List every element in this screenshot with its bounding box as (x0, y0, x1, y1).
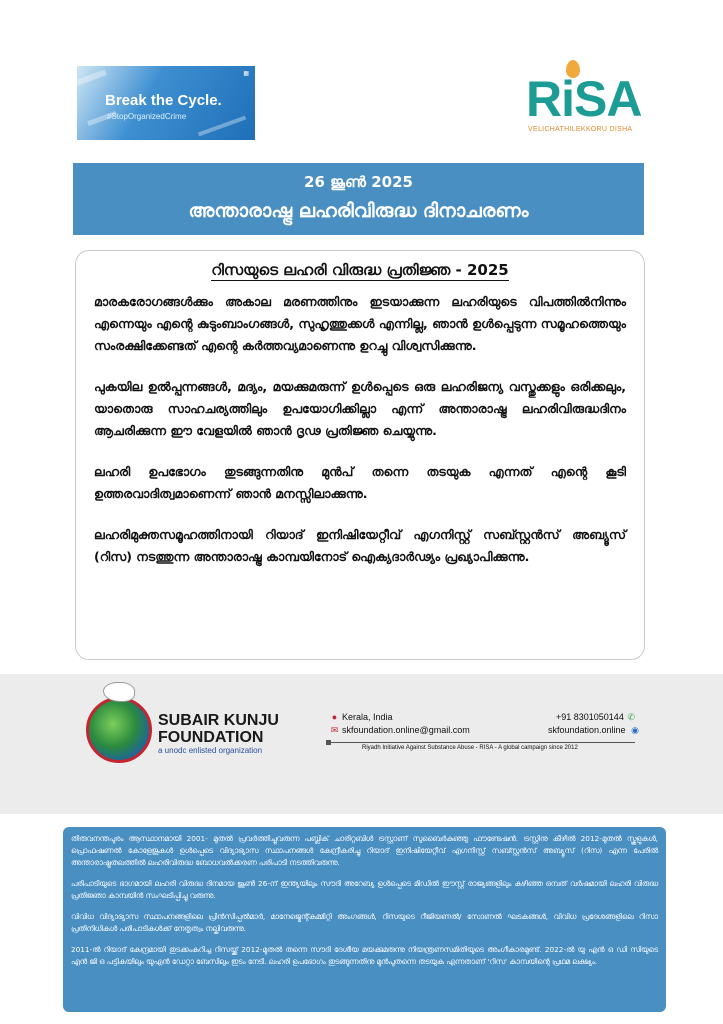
email-contact[interactable] (330, 725, 470, 736)
foundation-tagline: a unodc enlisted organization (158, 746, 263, 755)
location-contact (330, 712, 393, 722)
pledge-paragraph: ലഹരിമുക്തസമൂഹത്തിനായി റിയാദ് ഇനിഷിയേറ്റീവ് എഗനിസ്റ്റ് സബ്സ്റ്റൻസ് അബ്യൂസ് (റിസ) നടത്തുന്ന അന്താരാഷ്ട്ര കാമ്പയിനോട് ഐക്യദാർഢ്യം പ്രഖ്യാപിക്കുന്നു. (94, 527, 626, 564)
pledge-title (76, 261, 644, 279)
foundation-name-line1: SUBAIR KUNJU (158, 712, 279, 729)
risa-logo (526, 60, 650, 140)
risa-tagline: VELICHATHILEKKORU DISHA (528, 126, 633, 133)
banner-decoration (77, 69, 107, 88)
pledge-paragraph: പുകയില ഉൽപ്പന്നങ്ങൾ, മദ്യം, മയക്കുമരുന്ന് ഉൾപ്പെടെ ഒരു ലഹരിജന്യ വസ്തുക്കളും ഒരിക്കലും, യാതൊരു സാഹചര്യത്തിലും ഉപയോഗിക്കില്ലാ എന്ന് അന്താരാഷ്ട്ര ലഹരിവിരുദ്ധദിനം ആചരിക്കുന്ന ഈ വേളയിൽ ഞാൻ ദൃഢ പ്രതിജ്ഞ ചെയ്യുന്നു. (94, 379, 626, 438)
banner-decoration (198, 116, 246, 137)
dove-icon (104, 683, 134, 701)
banner-title: Break the Cycle. (105, 92, 222, 109)
location-pin-icon: ● (331, 712, 338, 722)
phone-icon: ✆ (627, 712, 636, 722)
footer-divider (330, 742, 635, 743)
about-section (63, 827, 666, 1012)
pledge-paragraph: ലഹരി ഉപഭോഗം തുടങ്ങുന്നതിനു മുൻപ് തന്നെ തടയുക എന്നത് എന്റെ കൂടി ഉത്തരവാദിത്വമാണെന്ന് ഞാൻ മനസ്സിലാക്കുന്നു. (94, 464, 626, 501)
banner-corner-mark: ▦ (243, 71, 249, 77)
pledge-body (94, 291, 626, 587)
pledge-title-text: റിസയുടെ ലഹരി വിരുദ്ധ പ്രതിജ്ഞ - 2025 (211, 261, 509, 279)
header-band (73, 163, 644, 235)
website-contact[interactable] (548, 725, 640, 736)
break-the-cycle-banner (77, 66, 255, 140)
about-paragraph: പരിപാടിയുടെ ഭാഗമായി ലഹരി വിരുദ്ധ ദിനമായ ജൂൺ 26-ന് ഇന്ത്യയിലും സൗദി അറേബ്യ ഉൾപ്പെടെ മിഡിൽ ഈസ്റ്റ് രാജ്യങ്ങളിലും കഴിഞ്ഞ ഒമ്പത് വർഷമായി ലഹരി വിരുദ്ധ പ്രതിജ്ഞാ കാമ്പയിൻ സംഘടിപ്പിച്ചു വരുന്നു. (71, 879, 658, 900)
website-text[interactable]: skfoundation.online (548, 725, 626, 735)
divider-cap (326, 740, 331, 745)
email-text[interactable]: skfoundation.online@gmail.com (342, 725, 470, 735)
about-paragraph: 2011-ൽ റിയാദ് കേന്ദ്രമായി തുടക്കംകുറിച്ച റിസയ്ക്ക് 2012-മുതൽ തന്നെ സൗദി ദേശീയ മയക്കുമരുന്നു നിയന്ത്രണസമിതിയുടെ അംഗീകാരമുണ്ട്. 2022-ൽ യു എൻ ഒ ഡി സിയുടെ എൻ ജി ഒ പട്ടികയിലും യുഎൻ ഡേറ്റാ ബേസിലും ഇടം നേടി. ലഹരി ഉപഭോഗം തുടങ്ങുന്നതിനു മുൻപുതന്നെ തടയുക എന്നതാണ് 'റിസ' കാമ്പയിന്റെ പ്രഥമ ലക്ഷ്യം. (71, 945, 658, 966)
globe-icon (86, 697, 152, 763)
pledge-card (75, 250, 645, 660)
phone-text[interactable]: +91 8301050144 (556, 712, 624, 722)
about-paragraph: വിവിധ വിദ്യാഭ്യാസ സ്ഥാപനങ്ങളിലെ പ്രിൻസിപ്പൽമാർ, മാനേജ്മെന്റ്കമ്മിറ്റി അംഗങ്ങൾ, റിസയുടെ റീജിയണൽ/ സോണൽ ഘടകങ്ങൾ, വിവിധ പ്രദേശങ്ങളിലെ റിസാ പ്രതിനിധികൾ പരിപാടികൾക്ക് നേതൃത്വം നല്കിവരുന്നു. (71, 912, 658, 933)
risa-campaign-line: Riyadh Initiative Against Substance Abuse - RISA - A global campaign since 2012 (362, 745, 578, 751)
globe-web-icon: ◉ (631, 725, 639, 735)
event-date: 26 ജൂൺ 2025 (304, 173, 413, 191)
banner-hashtag: #StopOrganizedCrime (107, 112, 187, 121)
risa-wordmark: RiSA (526, 71, 642, 127)
pledge-paragraph: മാരകരോഗങ്ങൾക്കും അകാല മരണത്തിനും ഇടയാക്കുന്ന ലഹരിയുടെ വിപത്തിൽനിന്നും എന്നെയും എന്റെ കുടുംബാംഗങ്ങൾ, സുഹൃത്തുക്കൾ എന്നില്ല, ഞാൻ ഉൾപ്പെടുന്ന സമൂഹത്തെയും സംരക്ഷിക്കേണ്ടത് എന്റെ കർത്തവ്യമാണെന്നു ഉറച്ചു വിശ്വസിക്കുന്നു. (94, 294, 626, 353)
location-text: Kerala, India (342, 712, 393, 722)
foundation-logo (82, 683, 156, 769)
foundation-name-line2: FOUNDATION (158, 729, 264, 746)
event-title: അന്താരാഷ്ട്ര ലഹരിവിരുദ്ധ ദിനാചരണം (188, 200, 529, 222)
about-paragraph: തിരുവനന്തപുരം ആസ്ഥാനമായി 2001- മുതൽ പ്രവർത്തിച്ചുവരുന്ന പബ്ലിക് ചാരിറ്റബിൾ ട്രസ്റ്റാണ് സുബൈർകുഞ്ഞു ഫൗണ്ടേഷൻ. ട്രസ്റ്റിനു കീഴിൽ 2012-മുതൽ സ്കൂളുകൾ, പ്രൊഫഷണൽ കോളേജുകൾ ഉൾപ്പെടെ വിദ്യാഭ്യാസ സ്ഥാപനങ്ങൾ കേന്ദ്രീകരിച്ചു റിയാദ് ഇനിഷിയേറ്റീവ് എഗനിസ്റ്റ് സബ്സ്റ്റൻസ് അബ്യൂസ് (റിസ) എന്ന പേരിൽ അന്താരാഷ്ട്രതലത്തിൽ ലഹരിവിരുദ്ധ ബോധവൽക്കരണ പരിപാടി നടത്തിവരുന്നു. (71, 834, 658, 867)
envelope-icon: ✉ (330, 725, 339, 735)
foundation-name (158, 712, 279, 746)
phone-contact[interactable] (556, 712, 636, 723)
